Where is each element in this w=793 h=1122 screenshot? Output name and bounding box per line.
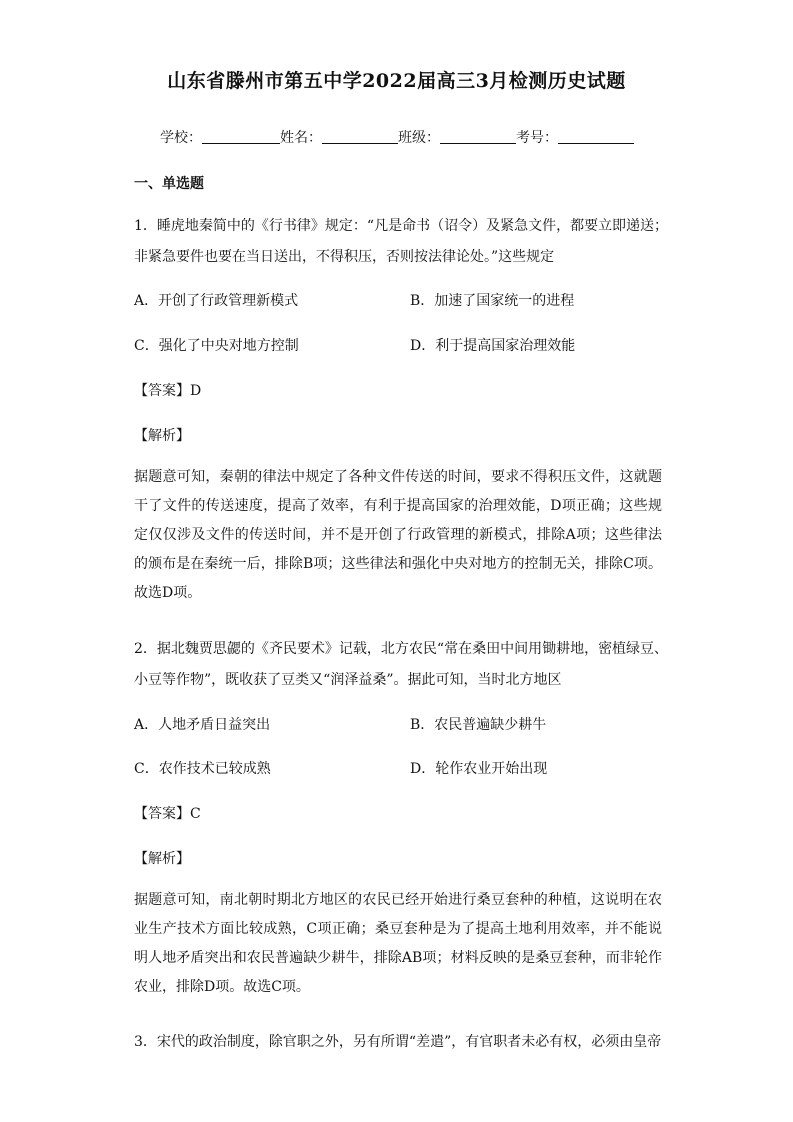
q2-option-d[interactable]: D．轮作农业开始出现 xyxy=(410,761,548,777)
q3-stem-line1: 3．宋代的政治制度，除官职之外，另有所谓“差遣”，有官职者未必有权，必须由皇帝 xyxy=(134,1034,662,1050)
q1-option-d[interactable]: D．利于提高国家治理效能 xyxy=(410,338,576,354)
section-title: 一、单选题 xyxy=(134,176,204,192)
q2-answer: 【答案】C xyxy=(134,806,201,822)
name-label: 姓名： xyxy=(280,130,322,146)
q1-option-b[interactable]: B．加速了国家统一的进程 xyxy=(410,293,575,309)
q2-stem-line2: 小豆等作物”，既收获了豆类又“润泽益桑”。据此可知，当时北方地区 xyxy=(134,672,562,688)
q2-stem-line1: 2．据北魏贾思勰的《齐民要术》记载，北方农民“常在桑田中间用锄耕地，密植绿豆、 xyxy=(134,641,669,657)
exam-no-label: 考号： xyxy=(516,130,558,146)
q2-option-a[interactable]: A．人地矛盾日益突出 xyxy=(134,717,271,733)
q2-option-c[interactable]: C．农作技术已较成熟 xyxy=(134,761,271,777)
school-blank[interactable] xyxy=(202,143,280,144)
student-info-row xyxy=(160,127,680,147)
class-blank[interactable] xyxy=(440,143,516,144)
q1-analysis: 据题意可知，秦朝的律法中规定了各种文件传送的时间，要求不得积压文件，这就题干了文件的传送速度，提高了效率，有利于提高国家的治理效能，D项正确；这些规定仅仅涉及文件的传送时间，并不是开创了行政管理的新模式，排除A项；这些律法的颁布是在秦统一后，排除B项；这些律法和强化中央对地方的控制无关，排除C项。故选D项。 xyxy=(134,469,662,601)
q1-analysis-label: 【解析】 xyxy=(134,428,190,444)
q2-analysis: 据题意可知，南北朝时期北方地区的农民已经开始进行桑豆套种的种植，这说明在农业生产技术方面比较成熟，C项正确；桑豆套种是为了提高土地利用效率，并不能说明人地矛盾突出和农民普遍缺少耕牛，排除AB项；材料反映的是桑豆套种，而非轮作农业，排除D项。故选C项。 xyxy=(134,892,662,995)
exam-no-blank[interactable] xyxy=(558,143,634,144)
q1-answer: 【答案】D xyxy=(134,383,202,399)
q1-option-c[interactable]: C．强化了中央对地方控制 xyxy=(134,338,299,354)
q1-stem-line2: 非紧急要件也要在当日送出，不得积压，否则按法律论处。”这些规定 xyxy=(134,249,555,265)
school-label: 学校： xyxy=(160,130,202,146)
class-label: 班级： xyxy=(398,130,440,146)
q2-option-b[interactable]: B．农民普遍缺少耕牛 xyxy=(410,717,547,733)
name-blank[interactable] xyxy=(322,143,398,144)
q1-stem-line1: 1．睡虎地秦简中的《行书律》规定：“凡是命书（诏令）及紧急文件，都要立即递送； xyxy=(134,218,669,234)
document-title: 山东省滕州市第五中学2022届高三3月检测历史试题 xyxy=(167,70,626,92)
q1-option-a[interactable]: A．开创了行政管理新模式 xyxy=(134,293,299,309)
q2-analysis-label: 【解析】 xyxy=(134,851,190,867)
